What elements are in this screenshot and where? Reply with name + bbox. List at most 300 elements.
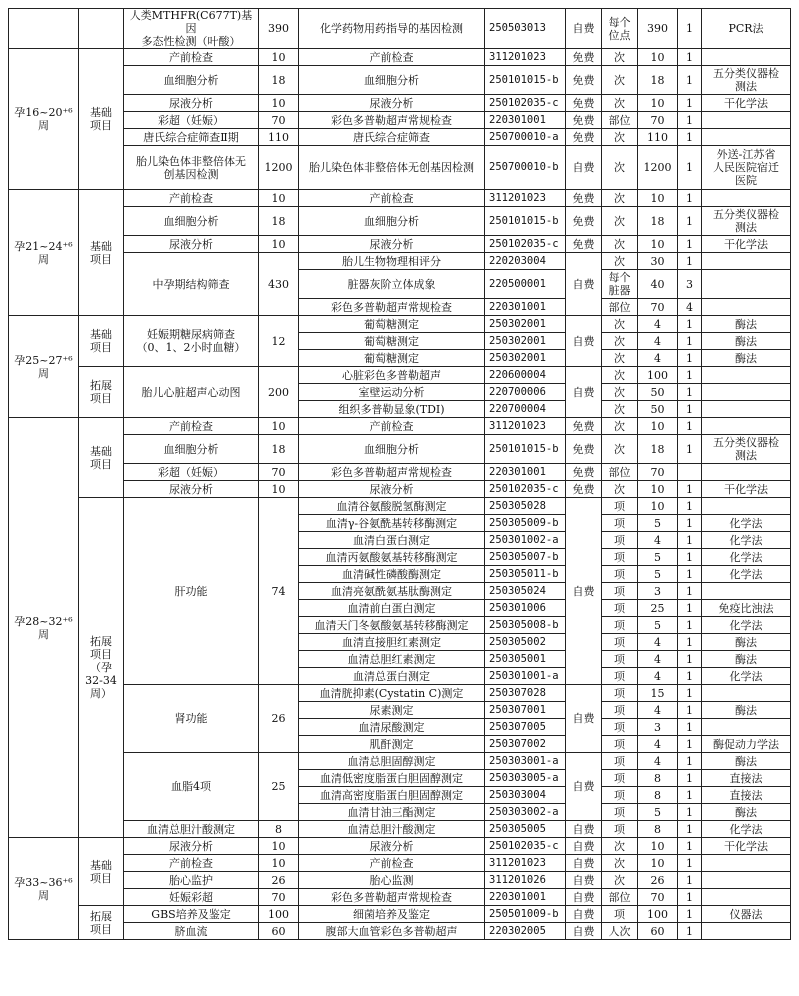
unit-price: 15 — [638, 685, 678, 702]
quantity: 1 — [678, 600, 702, 617]
unit-price: 10 — [638, 498, 678, 515]
unit-price: 4 — [638, 753, 678, 770]
method: 酶法 — [702, 804, 791, 821]
item-price: 74 — [259, 498, 299, 685]
unit-price: 4 — [638, 634, 678, 651]
project-name: 血细胞分析 — [299, 66, 485, 95]
type-cell: 基础 项目 — [79, 49, 124, 190]
quantity: 4 — [678, 299, 702, 316]
item-name: 唐氏综合症筛查Ⅱ期 — [124, 129, 259, 146]
unit-price: 4 — [638, 532, 678, 549]
unit: 项 — [602, 549, 638, 566]
quantity: 1 — [678, 481, 702, 498]
item-price: 110 — [259, 129, 299, 146]
project-code: 250305011-b — [485, 566, 566, 583]
unit: 项 — [602, 821, 638, 838]
unit: 次 — [602, 481, 638, 498]
period-cell: 孕25~27⁺⁶ 周 — [9, 316, 79, 418]
project-code: 220203004 — [485, 253, 566, 270]
project-name: 血细胞分析 — [299, 435, 485, 464]
project-code: 220301001 — [485, 299, 566, 316]
project-code: 250101015-b — [485, 435, 566, 464]
item-price: 26 — [259, 685, 299, 753]
quantity: 1 — [678, 702, 702, 719]
unit-price: 5 — [638, 515, 678, 532]
item-price: 10 — [259, 236, 299, 253]
item-price: 18 — [259, 207, 299, 236]
unit-price: 50 — [638, 384, 678, 401]
unit-price: 10 — [638, 838, 678, 855]
unit-price: 8 — [638, 787, 678, 804]
project-code: 250305028 — [485, 498, 566, 515]
unit-price: 4 — [638, 350, 678, 367]
unit: 项 — [602, 668, 638, 685]
unit: 项 — [602, 770, 638, 787]
method: 化学法 — [702, 617, 791, 634]
project-code: 250305009-b — [485, 515, 566, 532]
item-name: 尿液分析 — [124, 481, 259, 498]
unit: 每个 脏器 — [602, 270, 638, 299]
quantity: 1 — [678, 236, 702, 253]
item-price: 390 — [259, 9, 299, 49]
method: 干化学法 — [702, 95, 791, 112]
project-name: 细菌培养及鉴定 — [299, 906, 485, 923]
project-code: 250101015-b — [485, 207, 566, 236]
project-code: 250102035-c — [485, 236, 566, 253]
project-code: 250305008-b — [485, 617, 566, 634]
item-name: 中孕期结构筛查 — [124, 253, 259, 316]
project-name: 血清直接胆红素测定 — [299, 634, 485, 651]
item-name: 胎心监护 — [124, 872, 259, 889]
project-name: 血清高密度脂蛋白胆固醇测定 — [299, 787, 485, 804]
project-code: 250305001 — [485, 651, 566, 668]
project-name: 胎心监测 — [299, 872, 485, 889]
unit: 项 — [602, 719, 638, 736]
project-name: 血清总胆红素测定 — [299, 651, 485, 668]
quantity: 1 — [678, 384, 702, 401]
unit-price: 50 — [638, 401, 678, 418]
method — [702, 190, 791, 207]
item-name: 人类MTHFR(C677T)基因 多态性检测（叶酸） — [124, 9, 259, 49]
unit: 次 — [602, 384, 638, 401]
unit: 部位 — [602, 464, 638, 481]
item-name: 血细胞分析 — [124, 66, 259, 95]
method — [702, 49, 791, 66]
quantity: 1 — [678, 668, 702, 685]
unit: 项 — [602, 600, 638, 617]
method — [702, 872, 791, 889]
unit-price: 4 — [638, 333, 678, 350]
pay-type: 免费 — [566, 418, 602, 435]
pay-type: 免费 — [566, 464, 602, 481]
item-price: 70 — [259, 112, 299, 129]
method: 化学法 — [702, 515, 791, 532]
method: 外送-江苏省 人民医院宿迁 医院 — [702, 146, 791, 190]
unit-price: 110 — [638, 129, 678, 146]
unit-price: 10 — [638, 95, 678, 112]
unit: 次 — [602, 367, 638, 384]
quantity: 1 — [678, 770, 702, 787]
quantity: 1 — [678, 736, 702, 753]
unit-price: 5 — [638, 549, 678, 566]
method: 化学法 — [702, 532, 791, 549]
project-code: 220302005 — [485, 923, 566, 940]
item-name: 肾功能 — [124, 685, 259, 753]
project-code: 250501009-b — [485, 906, 566, 923]
project-code: 250302001 — [485, 350, 566, 367]
unit-price: 4 — [638, 702, 678, 719]
item-name: GBS培养及鉴定 — [124, 906, 259, 923]
quantity: 1 — [678, 753, 702, 770]
project-code: 311201023 — [485, 855, 566, 872]
pay-type: 免费 — [566, 95, 602, 112]
project-name: 产前检查 — [299, 190, 485, 207]
quantity: 1 — [678, 549, 702, 566]
project-name: 肌酐测定 — [299, 736, 485, 753]
item-price: 10 — [259, 855, 299, 872]
unit: 次 — [602, 146, 638, 190]
quantity: 3 — [678, 270, 702, 299]
unit-price: 30 — [638, 253, 678, 270]
project-name: 葡萄糖测定 — [299, 316, 485, 333]
unit-price: 10 — [638, 236, 678, 253]
unit-price: 5 — [638, 617, 678, 634]
pay-type: 自费 — [566, 9, 602, 49]
quantity: 1 — [678, 350, 702, 367]
item-price: 8 — [259, 821, 299, 838]
method: PCR法 — [702, 9, 791, 49]
item-name: 尿液分析 — [124, 838, 259, 855]
method: 化学法 — [702, 821, 791, 838]
project-name: 产前检查 — [299, 855, 485, 872]
method: 酶法 — [702, 333, 791, 350]
project-name: 血清白蛋白测定 — [299, 532, 485, 549]
pay-type: 免费 — [566, 66, 602, 95]
item-name: 胎儿染色体非整倍体无 创基因检测 — [124, 146, 259, 190]
project-code: 250303005-a — [485, 770, 566, 787]
project-name: 血清总胆固醇测定 — [299, 753, 485, 770]
unit: 项 — [602, 906, 638, 923]
quantity: 1 — [678, 617, 702, 634]
project-code: 250700010-b — [485, 146, 566, 190]
pay-type: 自费 — [566, 889, 602, 906]
project-code: 250301002-a — [485, 532, 566, 549]
quantity: 1 — [678, 566, 702, 583]
quantity: 1 — [678, 49, 702, 66]
item-name: 妊娠期糖尿病筛查 （0、1、2小时血糖） — [124, 316, 259, 367]
project-name: 胎儿生物物理相评分 — [299, 253, 485, 270]
unit-price: 70 — [638, 464, 678, 481]
item-name: 血细胞分析 — [124, 207, 259, 236]
unit-price: 10 — [638, 855, 678, 872]
project-name: 血清天门冬氨酸氨基转移酶测定 — [299, 617, 485, 634]
item-price: 10 — [259, 190, 299, 207]
project-code: 250102035-c — [485, 95, 566, 112]
method — [702, 464, 791, 481]
item-name: 血清总胆汁酸测定 — [124, 821, 259, 838]
method: 仪器法 — [702, 906, 791, 923]
project-name: 彩色多普勒超声常规检查 — [299, 464, 485, 481]
pay-type: 自费 — [566, 498, 602, 685]
item-price: 70 — [259, 889, 299, 906]
type-cell: 拓展 项目 — [79, 906, 124, 940]
item-name: 彩超（妊娠） — [124, 112, 259, 129]
quantity: 1 — [678, 532, 702, 549]
project-name: 心脏彩色多普勒超声 — [299, 367, 485, 384]
unit-price: 8 — [638, 770, 678, 787]
project-name: 葡萄糖测定 — [299, 350, 485, 367]
method — [702, 299, 791, 316]
project-code: 250102035-c — [485, 481, 566, 498]
unit: 项 — [602, 753, 638, 770]
project-code: 250305007-b — [485, 549, 566, 566]
pay-type: 自费 — [566, 367, 602, 418]
item-price: 18 — [259, 435, 299, 464]
period-cell — [9, 9, 79, 49]
method: 免疫比浊法 — [702, 600, 791, 617]
type-cell: 基础 项目 — [79, 418, 124, 498]
project-code: 250301006 — [485, 600, 566, 617]
project-name: 血清总胆汁酸测定 — [299, 821, 485, 838]
unit-price: 25 — [638, 600, 678, 617]
unit: 人次 — [602, 923, 638, 940]
unit-price: 18 — [638, 435, 678, 464]
project-code: 220301001 — [485, 464, 566, 481]
item-price: 10 — [259, 49, 299, 66]
unit: 次 — [602, 855, 638, 872]
project-code: 250305002 — [485, 634, 566, 651]
unit-price: 70 — [638, 112, 678, 129]
pay-type: 自费 — [566, 872, 602, 889]
quantity: 1 — [678, 498, 702, 515]
unit-price: 1200 — [638, 146, 678, 190]
unit: 项 — [602, 498, 638, 515]
quantity: 1 — [678, 804, 702, 821]
quantity: 1 — [678, 253, 702, 270]
project-name: 彩色多普勒超声常规检查 — [299, 889, 485, 906]
project-code: 311201023 — [485, 190, 566, 207]
unit: 部位 — [602, 112, 638, 129]
project-name: 尿液分析 — [299, 236, 485, 253]
item-name: 产前检查 — [124, 855, 259, 872]
unit-price: 40 — [638, 270, 678, 299]
project-name: 葡萄糖测定 — [299, 333, 485, 350]
item-price: 10 — [259, 838, 299, 855]
project-name: 血清亮氨酰氨基肽酶测定 — [299, 583, 485, 600]
project-code: 220700004 — [485, 401, 566, 418]
quantity: 1 — [678, 651, 702, 668]
project-name: 尿液分析 — [299, 838, 485, 855]
project-name: 血细胞分析 — [299, 207, 485, 236]
quantity: 1 — [678, 418, 702, 435]
project-name: 化学药物用药指导的基因检测 — [299, 9, 485, 49]
project-code: 250302001 — [485, 333, 566, 350]
project-name: 血清胱抑素(Cystatin C)测定 — [299, 685, 485, 702]
prenatal-fee-table — [8, 8, 791, 940]
method: 化学法 — [702, 566, 791, 583]
type-cell: 基础 项目 — [79, 316, 124, 367]
pay-type: 自费 — [566, 838, 602, 855]
project-code: 220600004 — [485, 367, 566, 384]
unit: 项 — [602, 532, 638, 549]
method: 酶法 — [702, 651, 791, 668]
quantity: 1 — [678, 435, 702, 464]
project-code: 220500001 — [485, 270, 566, 299]
unit: 每个 位点 — [602, 9, 638, 49]
project-name: 室壁运动分析 — [299, 384, 485, 401]
type-cell — [79, 9, 124, 49]
quantity: 1 — [678, 95, 702, 112]
item-price: 12 — [259, 316, 299, 367]
unit-price: 70 — [638, 889, 678, 906]
unit: 项 — [602, 617, 638, 634]
method: 酶法 — [702, 753, 791, 770]
project-code: 250102035-c — [485, 838, 566, 855]
project-code: 250303001-a — [485, 753, 566, 770]
project-name: 腹部大血管彩色多普勒超声 — [299, 923, 485, 940]
unit: 项 — [602, 651, 638, 668]
project-code: 250307002 — [485, 736, 566, 753]
method: 五分类仪器检 测法 — [702, 207, 791, 236]
project-code: 250303004 — [485, 787, 566, 804]
method: 化学法 — [702, 549, 791, 566]
project-name: 唐氏综合症筛查 — [299, 129, 485, 146]
quantity: 1 — [678, 367, 702, 384]
method — [702, 889, 791, 906]
quantity: 1 — [678, 515, 702, 532]
unit-price: 70 — [638, 299, 678, 316]
unit: 次 — [602, 418, 638, 435]
pay-type: 免费 — [566, 207, 602, 236]
item-name: 产前检查 — [124, 49, 259, 66]
project-code: 250302001 — [485, 316, 566, 333]
project-code: 311201023 — [485, 418, 566, 435]
quantity: 1 — [678, 719, 702, 736]
project-name: 胎儿染色体非整倍体无创基因检测 — [299, 146, 485, 190]
quantity: 1 — [678, 855, 702, 872]
pay-type: 自费 — [566, 253, 602, 316]
item-name: 肝功能 — [124, 498, 259, 685]
unit: 项 — [602, 515, 638, 532]
unit: 项 — [602, 566, 638, 583]
project-code: 220301001 — [485, 112, 566, 129]
unit-price: 10 — [638, 190, 678, 207]
method — [702, 401, 791, 418]
project-name: 血清丙氨酸氨基转移酶测定 — [299, 549, 485, 566]
method: 直接法 — [702, 787, 791, 804]
unit-price: 60 — [638, 923, 678, 940]
item-price: 10 — [259, 95, 299, 112]
quantity — [678, 464, 702, 481]
unit: 次 — [602, 872, 638, 889]
pay-type: 自费 — [566, 821, 602, 838]
project-name: 尿液分析 — [299, 95, 485, 112]
quantity: 1 — [678, 838, 702, 855]
method: 酶法 — [702, 634, 791, 651]
method — [702, 112, 791, 129]
item-price: 60 — [259, 923, 299, 940]
project-name: 血清谷氨酸脱氢酶测定 — [299, 498, 485, 515]
method: 酶促动力学法 — [702, 736, 791, 753]
method: 直接法 — [702, 770, 791, 787]
item-price: 70 — [259, 464, 299, 481]
method — [702, 367, 791, 384]
quantity: 1 — [678, 9, 702, 49]
method: 五分类仪器检 测法 — [702, 66, 791, 95]
item-name: 尿液分析 — [124, 236, 259, 253]
unit: 次 — [602, 95, 638, 112]
quantity: 1 — [678, 923, 702, 940]
project-code: 250307001 — [485, 702, 566, 719]
pay-type: 免费 — [566, 129, 602, 146]
item-name: 尿液分析 — [124, 95, 259, 112]
unit-price: 8 — [638, 821, 678, 838]
method: 酶法 — [702, 350, 791, 367]
unit: 次 — [602, 253, 638, 270]
quantity: 1 — [678, 583, 702, 600]
quantity: 1 — [678, 207, 702, 236]
project-name: 产前检查 — [299, 49, 485, 66]
project-code: 250305024 — [485, 583, 566, 600]
unit: 次 — [602, 190, 638, 207]
item-price: 10 — [259, 418, 299, 435]
method: 干化学法 — [702, 838, 791, 855]
unit-price: 4 — [638, 651, 678, 668]
pay-type: 自费 — [566, 923, 602, 940]
unit: 次 — [602, 838, 638, 855]
method — [702, 384, 791, 401]
pay-type: 自费 — [566, 146, 602, 190]
quantity: 1 — [678, 333, 702, 350]
project-name: 彩色多普勒超声常规检查 — [299, 299, 485, 316]
pay-type: 自费 — [566, 753, 602, 821]
quantity: 1 — [678, 401, 702, 418]
method — [702, 418, 791, 435]
project-code: 250303002-a — [485, 804, 566, 821]
item-price: 430 — [259, 253, 299, 316]
unit-price: 4 — [638, 736, 678, 753]
unit: 次 — [602, 129, 638, 146]
unit: 项 — [602, 804, 638, 821]
period-cell: 孕21~24⁺⁶ 周 — [9, 190, 79, 316]
unit: 项 — [602, 736, 638, 753]
project-code: 220700006 — [485, 384, 566, 401]
period-cell: 孕28~32⁺⁶ 周 — [9, 418, 79, 838]
project-code: 250301001-a — [485, 668, 566, 685]
unit: 次 — [602, 49, 638, 66]
method: 五分类仪器检 测法 — [702, 435, 791, 464]
unit-price: 10 — [638, 418, 678, 435]
project-code: 250503013 — [485, 9, 566, 49]
unit-price: 4 — [638, 668, 678, 685]
project-name: 尿素测定 — [299, 702, 485, 719]
project-name: 脏器灰阶立体成象 — [299, 270, 485, 299]
unit-price: 5 — [638, 804, 678, 821]
project-name: 彩色多普勒超声常规检查 — [299, 112, 485, 129]
unit: 部位 — [602, 889, 638, 906]
project-code: 311201023 — [485, 49, 566, 66]
pay-type: 免费 — [566, 481, 602, 498]
item-name: 产前检查 — [124, 190, 259, 207]
pay-type: 免费 — [566, 435, 602, 464]
item-price: 1200 — [259, 146, 299, 190]
pay-type: 免费 — [566, 236, 602, 253]
method — [702, 129, 791, 146]
item-price: 25 — [259, 753, 299, 821]
fee-schedule-sheet — [8, 8, 791, 940]
item-name: 妊娠彩超 — [124, 889, 259, 906]
quantity: 1 — [678, 66, 702, 95]
